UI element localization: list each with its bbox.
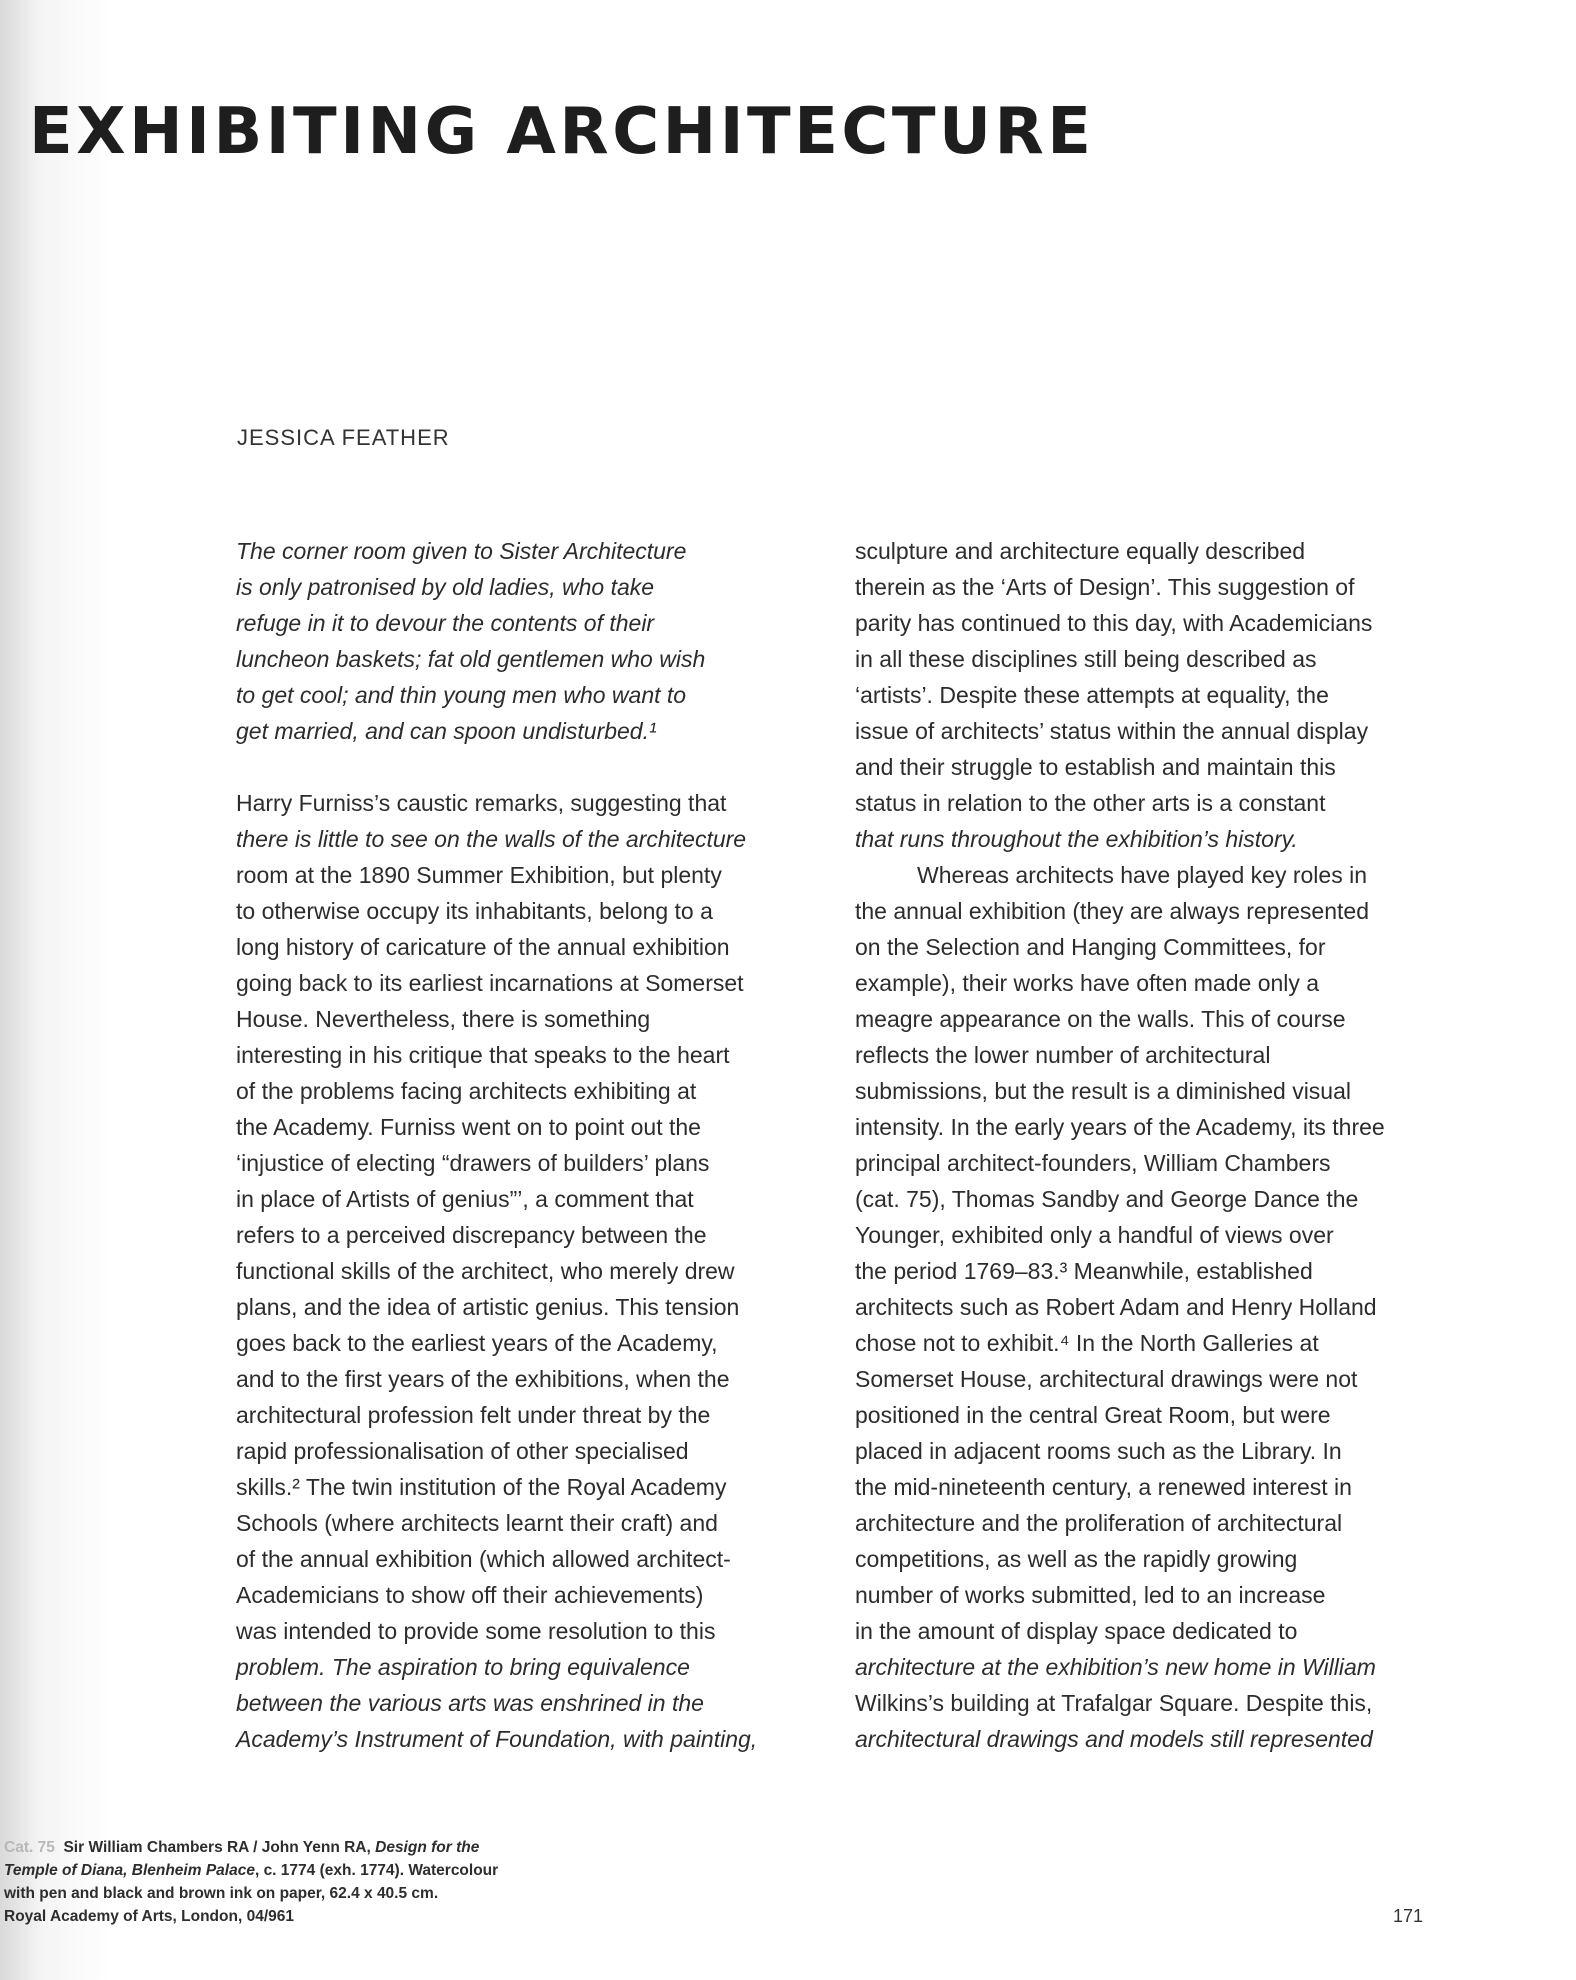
body-line: the period 1769–83.³ Meanwhile, established — [855, 1258, 1313, 1284]
page-title: EXHIBITING ARCHITECTURE — [29, 95, 1095, 169]
body-line: architecture and the proliferation of architectural — [855, 1510, 1343, 1536]
body-line: number of works submitted, led to an increase — [855, 1582, 1326, 1608]
body-line: reflects the lower number of architectural — [855, 1042, 1271, 1068]
body-line: goes back to the earliest years of the Academy, — [236, 1330, 718, 1356]
body-line: Younger, exhibited only a handful of views over — [855, 1222, 1334, 1248]
page-number: 171 — [1393, 1906, 1424, 1926]
body-line: the mid-nineteenth century, a renewed interest in — [855, 1474, 1352, 1500]
body-line: House. Nevertheless, there is something — [236, 1006, 651, 1032]
body-line: sculpture and architecture equally described — [855, 538, 1306, 564]
body-line: there is little to see on the walls of the architecture — [236, 826, 747, 852]
right-column — [855, 533, 1445, 1757]
left-body-text — [236, 785, 826, 1757]
body-line: rapid professionalisation of other specialised — [236, 1438, 689, 1464]
body-line: on the Selection and Hanging Committees, for — [855, 934, 1326, 960]
caption-medium: with pen and black and brown ink on paper, 62.4 x 40.5 cm. — [4, 1885, 439, 1902]
caption-title: Design for the — [375, 1839, 480, 1856]
body-line: Whereas architects have played key roles in — [917, 862, 1367, 888]
epigraph — [236, 533, 826, 749]
body-line: placed in adjacent rooms such as the Library. In — [855, 1438, 1342, 1464]
body-line: ‘injustice of electing “drawers of builders’ plans — [236, 1150, 710, 1176]
epigraph-line: luncheon baskets; fat old gentlemen who wish — [236, 646, 706, 672]
body-line: (cat. 75), Thomas Sandby and George Dance the — [855, 1186, 1359, 1212]
body-line: to otherwise occupy its inhabitants, belong to a — [236, 898, 713, 924]
body-line: architecture at the exhibition’s new home in William — [855, 1654, 1376, 1680]
body-line: Wilkins’s building at Trafalgar Square. Despite this, — [855, 1690, 1373, 1716]
body-line: submissions, but the result is a diminished visual — [855, 1078, 1352, 1104]
body-line: ‘artists’. Despite these attempts at equality, the — [855, 682, 1329, 708]
body-line: architectural drawings and models still represented — [855, 1726, 1373, 1752]
body-line: problem. The aspiration to bring equivalence — [236, 1654, 690, 1680]
right-body-text — [855, 533, 1445, 1757]
epigraph-line: to get cool; and thin young men who want to — [236, 682, 687, 708]
body-line: example), their works have often made only a — [855, 970, 1320, 996]
body-line: therein as the ‘Arts of Design’. This suggestion of — [855, 574, 1355, 600]
epigraph-line: refuge in it to devour the contents of their — [236, 610, 655, 636]
body-line: in all these disciplines still being described as — [855, 646, 1317, 672]
body-line: refers to a perceived discrepancy between the — [236, 1222, 707, 1248]
body-line: chose not to exhibit.⁴ In the North Galleries at — [855, 1330, 1319, 1356]
body-line: in place of Artists of genius”’, a comment that — [236, 1186, 694, 1212]
epigraph-line: is only patronised by old ladies, who take — [236, 574, 655, 600]
body-line: in the amount of display space dedicated to — [855, 1618, 1298, 1644]
body-line: of the annual exhibition (which allowed architect- — [236, 1546, 731, 1572]
body-line: of the problems facing architects exhibiting at — [236, 1078, 697, 1104]
body-line: Schools (where architects learnt their craft) and — [236, 1510, 718, 1536]
body-line: and their struggle to establish and maintain this — [855, 754, 1336, 780]
figure-caption — [4, 1836, 564, 1928]
epigraph-line: get married, and can spoon undisturbed.¹ — [236, 718, 657, 744]
body-line: and to the first years of the exhibitions, when the — [236, 1366, 730, 1392]
body-line: Somerset House, architectural drawings were not — [855, 1366, 1358, 1392]
body-line: was intended to provide some resolution to this — [236, 1618, 716, 1644]
body-line: status in relation to the other arts is a constant — [855, 790, 1326, 816]
body-line: the annual exhibition (they are always represented — [855, 898, 1369, 924]
body-line: intensity. In the early years of the Academy, its three — [855, 1114, 1385, 1140]
body-line: architects such as Robert Adam and Henry Holland — [855, 1294, 1377, 1320]
body-line: functional skills of the architect, who merely drew — [236, 1258, 735, 1284]
body-line: Academicians to show off their achievements) — [236, 1582, 704, 1608]
body-line: architectural profession felt under threat by the — [236, 1402, 711, 1428]
caption-credit: Sir William Chambers RA / John Yenn RA, — [63, 1839, 376, 1856]
body-line: going back to its earliest incarnations at Somerset — [236, 970, 744, 996]
body-line: issue of architects’ status within the annual display — [855, 718, 1369, 744]
body-line: long history of caricature of the annual exhibition — [236, 934, 730, 960]
author-name: JESSICA FEATHER — [237, 425, 450, 450]
body-line: positioned in the central Great Room, but were — [855, 1402, 1331, 1428]
body-line: Academy’s Instrument of Foundation, with painting, — [236, 1726, 758, 1752]
body-line: interesting in his critique that speaks to the heart — [236, 1042, 730, 1068]
body-line: competitions, as well as the rapidly growing — [855, 1546, 1298, 1572]
body-line: room at the 1890 Summer Exhibition, but plenty — [236, 862, 722, 888]
left-column — [236, 533, 826, 1757]
caption-collection: Royal Academy of Arts, London, 04/961 — [4, 1908, 294, 1925]
body-line: Harry Furniss’s caustic remarks, suggesting that — [236, 790, 727, 816]
body-line: meagre appearance on the walls. This of course — [855, 1006, 1346, 1032]
body-line: that runs throughout the exhibition’s history. — [855, 826, 1298, 852]
caption-cat-number: Cat. 75 — [4, 1839, 55, 1856]
body-line: plans, and the idea of artistic genius. This tension — [236, 1294, 740, 1320]
body-line: between the various arts was enshrined in the — [236, 1690, 704, 1716]
body-line: skills.² The twin institution of the Royal Academy — [236, 1474, 727, 1500]
epigraph-line: The corner room given to Sister Architecture — [236, 538, 687, 564]
body-line: principal architect-founders, William Chambers — [855, 1150, 1331, 1176]
body-line: the Academy. Furniss went on to point out the — [236, 1114, 701, 1140]
caption-date-medium: , c. 1774 (exh. 1774). Watercolour — [254, 1862, 499, 1879]
body-line: parity has continued to this day, with Academicians — [855, 610, 1373, 636]
caption-title: Temple of Diana, Blenheim Palace — [4, 1862, 255, 1879]
